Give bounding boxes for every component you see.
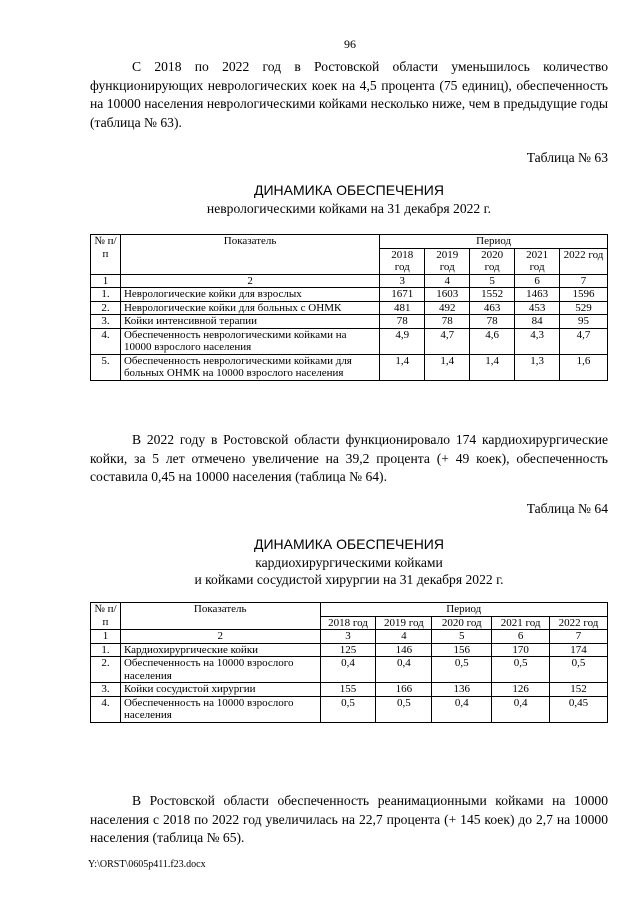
row-label: Койки интенсивной терапии — [120, 315, 379, 329]
value-cell: 78 — [470, 315, 515, 329]
paragraph-1 — [90, 58, 608, 132]
table-row — [91, 683, 608, 697]
table-row — [91, 315, 608, 329]
row-number: 2. — [91, 301, 121, 315]
footer-filepath: Y:\ORST\0605p411.f23.docx — [88, 859, 206, 870]
value-cell: 0,4 — [492, 696, 550, 722]
row-label: Обеспеченность неврологическими койками для больных ОНМК на 10000 взрослого населения — [120, 354, 379, 380]
header-indicator: Показатель — [120, 235, 379, 275]
year-header: 2021 год — [492, 616, 550, 630]
value-cell: 1,4 — [380, 354, 425, 380]
value-cell: 0,5 — [320, 696, 376, 722]
table-64-title: ДИНАМИКА ОБЕСПЕЧЕНИЯ — [254, 536, 444, 552]
paragraph-3 — [90, 792, 608, 848]
value-cell: 4,7 — [560, 328, 608, 354]
year-header: 2019 год — [425, 248, 470, 274]
value-cell: 1,6 — [560, 354, 608, 380]
column-index: 7 — [560, 274, 608, 288]
year-header: 2020 год — [432, 616, 492, 630]
value-cell: 0,4 — [320, 657, 376, 683]
value-cell: 1603 — [425, 288, 470, 302]
header-period: Период — [320, 603, 607, 617]
row-label: Обеспеченность на 10000 взрослого населения — [120, 696, 320, 722]
value-cell: 0,4 — [376, 657, 432, 683]
value-cell: 78 — [380, 315, 425, 329]
row-label: Койки сосудистой хирургии — [120, 683, 320, 697]
value-cell: 1552 — [470, 288, 515, 302]
value-cell: 1463 — [515, 288, 560, 302]
value-cell: 0,5 — [376, 696, 432, 722]
value-cell: 0,4 — [432, 696, 492, 722]
header-num: № п/п — [91, 603, 121, 630]
year-header: 2019 год — [376, 616, 432, 630]
value-cell: 78 — [425, 315, 470, 329]
header-num: № п/п — [91, 235, 121, 275]
value-cell: 4,7 — [425, 328, 470, 354]
value-cell: 170 — [492, 643, 550, 657]
value-cell: 155 — [320, 683, 376, 697]
table-index-row — [91, 274, 608, 288]
value-cell: 1,4 — [470, 354, 515, 380]
row-label: Обеспеченность на 10000 взрослого населения — [120, 657, 320, 683]
table-row — [91, 301, 608, 315]
value-cell: 95 — [560, 315, 608, 329]
value-cell: 84 — [515, 315, 560, 329]
row-number: 1. — [91, 643, 121, 657]
row-number: 3. — [91, 315, 121, 329]
column-index: 2 — [120, 630, 320, 644]
page-number: 96 — [344, 37, 356, 51]
column-index: 3 — [320, 630, 376, 644]
value-cell: 136 — [432, 683, 492, 697]
value-cell: 1596 — [560, 288, 608, 302]
value-cell: 126 — [492, 683, 550, 697]
year-header: 2018 год — [380, 248, 425, 274]
column-index: 7 — [550, 630, 608, 644]
row-number: 4. — [91, 696, 121, 722]
table-63-subtitle: неврологическими койками на 31 декабря 2022 г. — [206, 201, 492, 216]
table-63-label: Таблица № 63 — [526, 150, 608, 165]
table-row — [91, 696, 608, 722]
value-cell: 1,4 — [425, 354, 470, 380]
row-label: Неврологические койки для больных с ОНМК — [120, 301, 379, 315]
row-number: 2. — [91, 657, 121, 683]
year-header: 2020 год — [470, 248, 515, 274]
row-number: 5. — [91, 354, 121, 380]
value-cell: 463 — [470, 301, 515, 315]
table-row — [91, 288, 608, 302]
column-index: 2 — [120, 274, 379, 288]
year-header: 2022 год — [550, 616, 608, 630]
value-cell: 0,45 — [550, 696, 608, 722]
value-cell: 174 — [550, 643, 608, 657]
value-cell: 453 — [515, 301, 560, 315]
paragraph-2 — [90, 431, 608, 487]
value-cell: 125 — [320, 643, 376, 657]
header-period: Период — [380, 235, 608, 249]
value-cell: 4,3 — [515, 328, 560, 354]
paragraph-1-text: С 2018 по 2022 год в Ростовской области уменьшилось количество функционирующих неврологических коек на 4,5 процента (75 единиц), обеспеченность на 10000 населения неврологическими койками несколько ниже, чем в предыдущие годы (таблица № 63). — [90, 59, 608, 130]
value-cell: 0,5 — [432, 657, 492, 683]
paragraph-3-text: В Ростовской области обеспеченность реанимационными койками на 10000 населения с 2018 по 2022 год увеличилась на 22,7 процента (+ 145 коек) до 2,7 на 10000 населения (таблица № 65). — [90, 793, 608, 845]
table-row — [91, 354, 608, 380]
header-indicator: Показатель — [120, 603, 320, 630]
table-63-title: ДИНАМИКА ОБЕСПЕЧЕНИЯ — [254, 182, 444, 198]
value-cell: 0,5 — [550, 657, 608, 683]
table-header-row — [91, 235, 608, 249]
value-cell: 481 — [380, 301, 425, 315]
value-cell: 0,5 — [492, 657, 550, 683]
value-cell: 1671 — [380, 288, 425, 302]
value-cell: 1,3 — [515, 354, 560, 380]
value-cell: 152 — [550, 683, 608, 697]
year-header: 2022 год — [560, 248, 608, 274]
table-row — [91, 643, 608, 657]
year-header: 2018 год — [320, 616, 376, 630]
table-64 — [90, 602, 608, 723]
table-64-subtitle-2: и койками сосудистой хирургии на 31 декабря 2022 г. — [194, 572, 504, 587]
value-cell: 4,6 — [470, 328, 515, 354]
table-header-row — [91, 603, 608, 617]
table-row — [91, 657, 608, 683]
value-cell: 529 — [560, 301, 608, 315]
column-index: 1 — [91, 630, 121, 644]
table-64-subtitle-1: кардиохирургическими койками — [255, 555, 443, 570]
column-index: 4 — [376, 630, 432, 644]
column-index: 5 — [470, 274, 515, 288]
table-row — [91, 328, 608, 354]
row-label: Обеспеченность неврологическими койками на 10000 взрослого населения — [120, 328, 379, 354]
row-label: Кардиохирургические койки — [120, 643, 320, 657]
row-number: 4. — [91, 328, 121, 354]
value-cell: 156 — [432, 643, 492, 657]
column-index: 6 — [515, 274, 560, 288]
paragraph-2-text: В 2022 году в Ростовской области функционировало 174 кардиохирургические койки, за 5 лет отмечено увеличение на 39,2 процента (+ 49 коек), обеспеченность составила 0,45 на 10000 населения (таблица № 64). — [90, 432, 608, 484]
row-label: Неврологические койки для взрослых — [120, 288, 379, 302]
table-64-label: Таблица № 64 — [526, 501, 608, 516]
row-number: 3. — [91, 683, 121, 697]
column-index: 6 — [492, 630, 550, 644]
year-header: 2021 год — [515, 248, 560, 274]
value-cell: 492 — [425, 301, 470, 315]
value-cell: 166 — [376, 683, 432, 697]
row-number: 1. — [91, 288, 121, 302]
value-cell: 4,9 — [380, 328, 425, 354]
value-cell: 146 — [376, 643, 432, 657]
table-63 — [90, 234, 608, 381]
column-index: 5 — [432, 630, 492, 644]
column-index: 1 — [91, 274, 121, 288]
table-index-row — [91, 630, 608, 644]
column-index: 3 — [380, 274, 425, 288]
column-index: 4 — [425, 274, 470, 288]
